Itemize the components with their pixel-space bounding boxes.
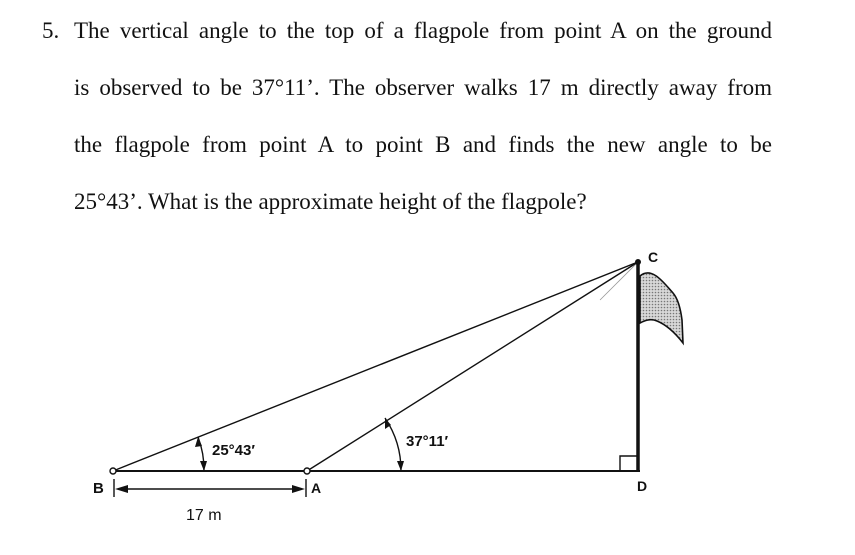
label-point-c: C: [648, 249, 659, 265]
angle-arrow-a-bottom: [397, 461, 404, 471]
label-point-d: D: [637, 478, 648, 494]
label-angle-b: 25°43′: [212, 442, 255, 459]
question-line-4: 25°43’. What is the approximate height of the flagpole?: [74, 189, 587, 214]
question-number: 5.: [42, 18, 60, 43]
flag: [640, 273, 683, 343]
label-point-a: A: [311, 480, 322, 496]
dimension-arrow-left: [115, 485, 128, 493]
point-b-dot: [110, 468, 116, 474]
sight-line-extension: [600, 262, 638, 300]
angle-arrow-b-bottom: [200, 461, 207, 471]
sight-line-b: [113, 262, 638, 471]
point-c-dot: [635, 259, 641, 265]
label-point-b: B: [93, 480, 104, 497]
label-distance-ab: 17 m: [186, 507, 222, 524]
question-line-3: the flagpole from point A to point B and finds the new angle to be: [74, 132, 772, 157]
question-line-1: The vertical angle to the top of a flagpole from point A on the ground: [74, 18, 772, 43]
label-angle-a: 37°11′: [406, 433, 449, 450]
dimension-arrow-right: [292, 485, 305, 493]
sight-line-a: [307, 262, 638, 471]
point-a-dot: [304, 468, 310, 474]
right-angle-marker: [620, 456, 638, 471]
question-line-2: is observed to be 37°11’. The observer walks 17 m directly away from: [74, 75, 772, 100]
